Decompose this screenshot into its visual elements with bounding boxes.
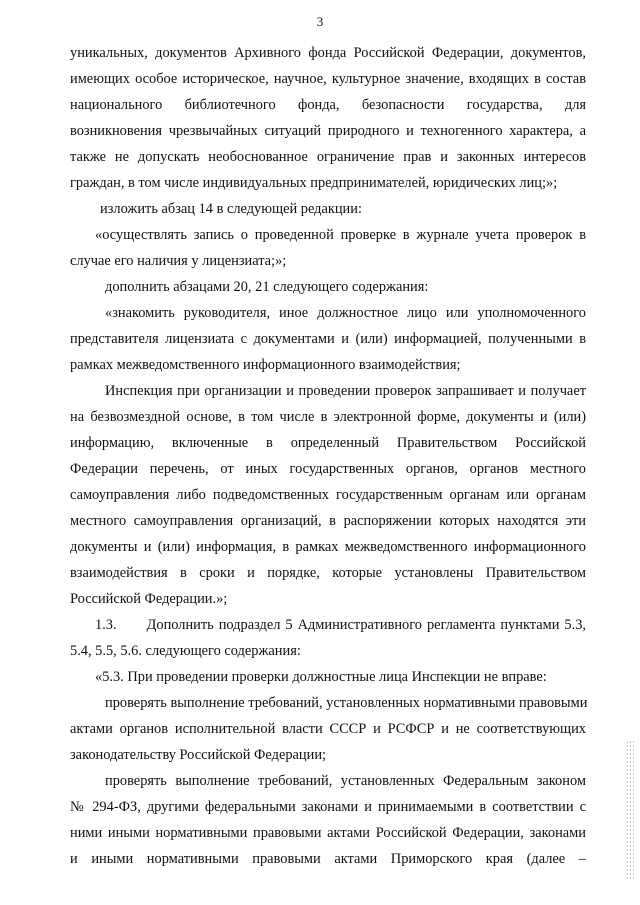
text-line: изложить абзац 14 в следующей редакции: xyxy=(100,201,362,217)
text-line: Федерации перечень, от иных государственных органов, органов местного xyxy=(70,461,586,477)
text-line: самоуправления либо подведомственных государственным органам или органам xyxy=(70,487,586,503)
text-line: проверять выполнение требований, установленных Федеральным законом xyxy=(105,773,586,789)
text-line: и иными нормативными правовыми актами Приморского края (далее – xyxy=(70,851,586,867)
text-line: информацию, включенные в определенный Правительством Российской xyxy=(70,435,586,451)
text-line: 1.3. Дополнить подраздел 5 Административного регламента пунктами 5.3, xyxy=(95,617,586,633)
text-line: рамках межведомственного информационного взаимодействия; xyxy=(70,357,461,373)
text-line: также не допускать необоснованное ограничение прав и законных интересов xyxy=(70,149,586,165)
text-line: 5.4, 5.5, 5.6. следующего содержания: xyxy=(70,643,301,659)
text-line: «5.3. При проведении проверки должностные лица Инспекции не вправе: xyxy=(95,669,547,685)
text-line: взаимодействия в сроки и порядке, которые установлены Правительством xyxy=(70,565,586,581)
text-line: имеющих особое историческое, научное, культурное значение, входящих в состав xyxy=(70,71,586,87)
text-line: дополнить абзацами 20, 21 следующего содержания: xyxy=(105,279,429,295)
text-line: «знакомить руководителя, иное должностное лицо или уполномоченного xyxy=(105,305,586,321)
text-line: «осуществлять запись о проведенной проверке в журнале учета проверок в xyxy=(95,227,586,243)
text-line: документы и (или) информация, в рамках межведомственного информационного xyxy=(70,539,586,555)
text-line: актами органов исполнительной власти СССР и РСФСР и не соответствующих xyxy=(70,721,586,737)
scan-noise xyxy=(626,740,636,880)
text-line: возникновения чрезвычайных ситуаций природного и техногенного характера, а xyxy=(70,123,586,139)
text-line: законодательству Российской Федерации; xyxy=(70,747,327,763)
text-line: Инспекция при организации и проведении проверок запрашивает и получает xyxy=(105,383,586,399)
page-number: 3 xyxy=(316,14,324,29)
text-line: уникальных, документов Архивного фонда Российской Федерации, документов, xyxy=(70,45,586,61)
text-line: представителя лицензиата с документами и (или) информацией, полученными в xyxy=(70,331,586,347)
text-line: № 294-ФЗ, другими федеральными законами и принимаемыми в соответствии с xyxy=(70,799,586,815)
text-line: местного самоуправления организаций, в распоряжении которых находятся эти xyxy=(70,513,586,529)
text-line: проверять выполнение требований, установленных нормативными правовыми xyxy=(105,695,588,711)
text-line: национального библиотечного фонда, безопасности государства, для xyxy=(70,97,586,113)
text-line: ними иными нормативными правовыми актами Российской Федерации, законами xyxy=(70,825,586,841)
text-line: на безвозмездной основе, в том числе в электронной форме, документы и (или) xyxy=(70,409,586,425)
text-line: Российской Федерации.»; xyxy=(70,591,228,607)
text-line: граждан, в том числе индивидуальных предпринимателей, юридических лиц;»; xyxy=(70,175,558,191)
text-line: случае его наличия у лицензиата;»; xyxy=(70,253,287,269)
